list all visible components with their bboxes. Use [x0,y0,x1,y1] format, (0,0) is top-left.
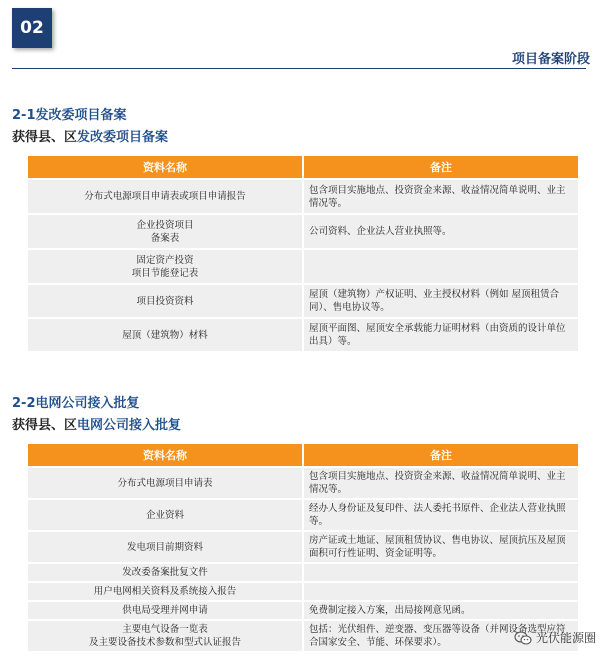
item-note: 屋顶平面图、屋顶安全承载能力证明材料（由资质的设计单位出具）等。 [304,319,578,351]
item-note: 包含项目实施地点、投资资金来源、收益情况简单说明、业主情况等。 [304,468,578,498]
item-name: 发改委备案批复文件 [28,564,302,581]
item-note: 经办人身份证及复印件、法人委托书原件、企业法人营业执照等。 [304,500,578,530]
table-row [28,583,578,600]
table-row [28,621,578,651]
table-row [28,319,578,351]
table-row [28,500,578,530]
section1-subtitle-highlight: 发改委项目备案 [77,130,169,145]
table-row [28,564,578,581]
header-divider [12,68,586,69]
column-header-name: 资料名称 [28,444,302,466]
item-note: 免费制定接入方案，出局接网意见函。 [304,602,578,619]
item-name: 发电项目前期资料 [28,532,302,562]
table-row [28,250,578,283]
table-row [28,468,578,498]
item-name: 企业投资项目 备案表 [28,215,302,248]
table-row [28,532,578,562]
table-row [28,180,578,213]
section1-subtitle-prefix: 获得县、区 [12,130,78,145]
item-name: 分布式电源项目申请表或项目申请报告 [28,180,302,213]
section2-table [26,442,580,653]
item-name: 项目投资资料 [28,285,302,317]
item-note: 房产证或土地证、屋顶租赁协议、售电协议、屋顶抗压及屋顶面积可行性证明、资金证明等。 [304,532,578,562]
item-name: 供电局受理并网申请 [28,602,302,619]
item-name: 固定资产投资 项目节能登记表 [28,250,302,283]
section2-title: 2-2电网公司接入批复 [12,396,140,411]
table-row [28,215,578,248]
section1-title: 2-1发改委项目备案 [12,108,127,123]
item-note: 包括：光伏组件、逆变器、变压器等设备（并网设备选型应符合国家安全、节能、环保要求）。 [304,621,578,651]
stage-title: 项目备案阶段 [511,52,590,67]
item-note: 包含项目实施地点、投资资金来源、收益情况简单说明、业主情况等。 [304,180,578,213]
section1-table [26,154,580,353]
item-note [304,583,578,600]
table-row [28,602,578,619]
section1-subtitle [12,126,168,145]
item-name: 企业资料 [28,500,302,530]
watermark [514,629,596,646]
column-header-note: 备注 [304,444,578,466]
item-note: 公司资料、企业法人营业执照等。 [304,215,578,248]
section2-subtitle-highlight: 电网公司接入批复 [77,418,182,433]
item-name: 用户电网相关资料及系统接入报告 [28,583,302,600]
watermark-text: 光伏能源圈 [535,631,596,645]
section2-subtitle-prefix: 获得县、区 [12,418,78,433]
wechat-icon [514,631,532,645]
item-name: 分布式电源项目申请表 [28,468,302,498]
table-row [28,285,578,317]
item-note: 屋顶（建筑物）产权证明、业主授权材料（例如 屋顶租赁合同）、售电协议等。 [304,285,578,317]
column-header-name: 资料名称 [28,156,302,178]
section-number-badge: 02 [12,8,52,48]
item-note [304,564,578,581]
section2-subtitle [12,414,181,433]
column-header-note: 备注 [304,156,578,178]
item-name: 屋顶（建筑物）材料 [28,319,302,351]
item-note [304,250,578,283]
item-name: 主要电气设备一览表 及主要设备技术参数和型式认证报告 [28,621,302,651]
